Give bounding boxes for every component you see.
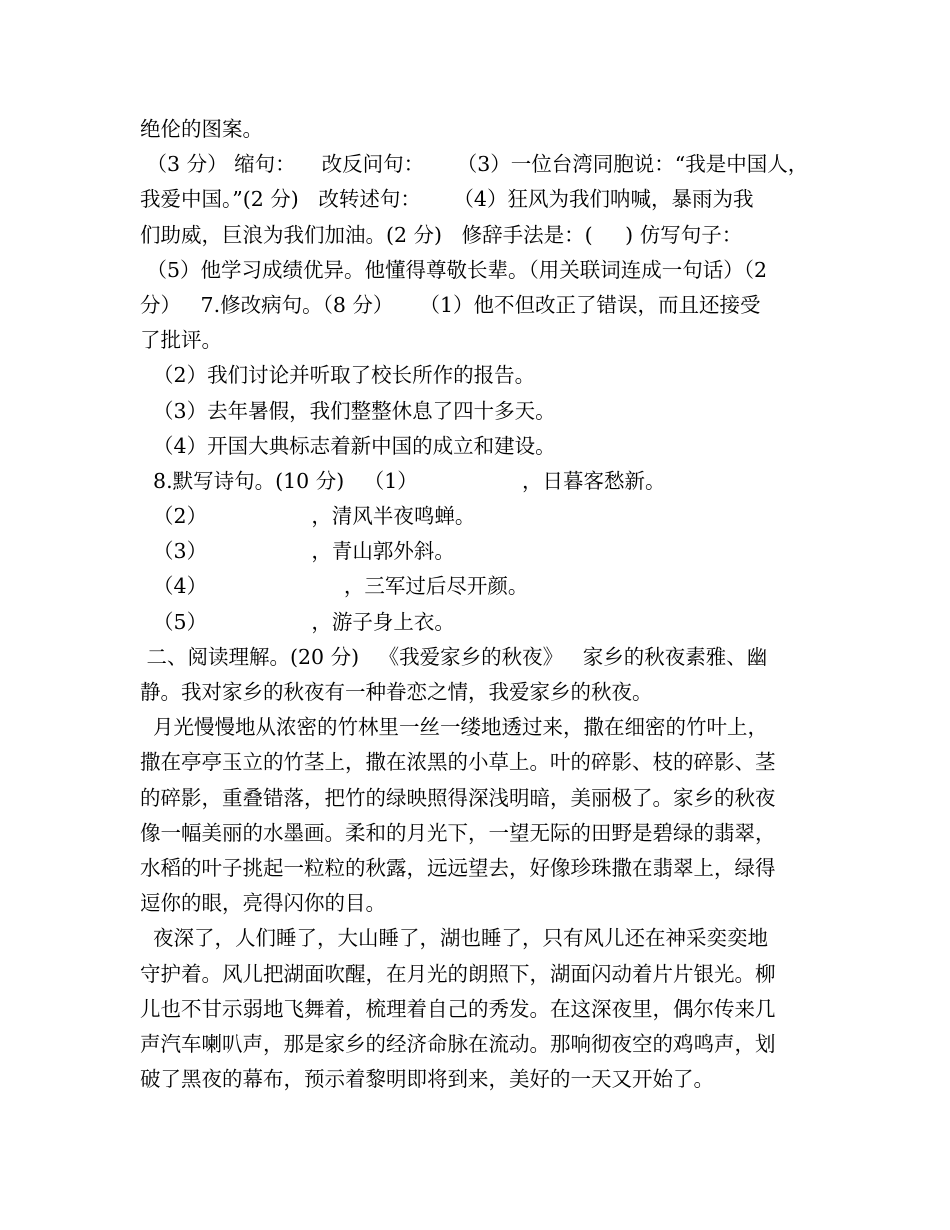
text-line: 水稻的叶子挑起一粒粒的秋露，远远望去，好像珍珠撒在翡翠上，绿得: [140, 855, 776, 880]
text-line: 静。我对家乡的秋夜有一种眷恋之情，我爱家乡的秋夜。: [140, 680, 653, 704]
text-line: 的碎影，重叠错落，把竹的绿映照得深浅明暗，美丽极了。家乡的秋夜: [140, 785, 776, 810]
text-line: 分） 7.修改病句。（8 分） （1）他不但改正了错误，而且还接受: [140, 292, 761, 317]
text-line: 二、阅读理解。(20 分) 《我爱家乡的秋夜》 家乡的秋夜素雅、幽: [140, 644, 768, 669]
text-line: （5） ，游子身上衣。: [140, 609, 455, 634]
text-line: 我爱中国。”(2 分) 改转述句： （4）狂风为我们呐喊，暴雨为我: [140, 187, 754, 212]
text-line: （2）我们讨论并听取了校长所作的报告。: [140, 363, 536, 388]
text-line: 声汽车喇叭声，那是家乡的经济命脉在流动。那响彻夜空的鸡鸣声，划: [140, 1031, 776, 1056]
text-line: （3）去年暑假，我们整整休息了四十多天。: [140, 398, 556, 423]
text-line: 逗你的眼，亮得闪你的目。: [140, 891, 386, 916]
text-line: 了批评。: [140, 328, 222, 353]
text-line: 绝伦的图案。: [140, 117, 263, 141]
text-line: （5）他学习成绩优异。他懂得尊敬长辈。（用关联词连成一句话）（2: [140, 257, 768, 282]
text-line: （4）开国大典标志着新中国的成立和建设。: [140, 433, 556, 458]
text-line: 撒在亭亭玉立的竹茎上，撒在浓黑的小草上。叶的碎影、枝的碎影、茎: [140, 750, 776, 775]
text-line: （3 分） 缩句： 改反问句： （3）一位台湾同胞说：“我是中国人，: [140, 152, 809, 177]
text-line: （3） ，青山郭外斜。: [140, 539, 455, 564]
text-line: 8.默写诗句。(10 分) （1） ，日暮客愁新。: [140, 468, 666, 493]
document-page: [140, 112, 812, 1097]
text-line: （4） ，三军过后尽开颜。: [140, 574, 529, 599]
text-line: 守护着。风儿把湖面吹醒，在月光的朗照下，湖面闪动着片片银光。柳: [140, 961, 776, 986]
text-line: 月光慢慢地从浓密的竹林里一丝一缕地透过来，撒在细密的竹叶上，: [140, 715, 769, 740]
text-line: 像一幅美丽的水墨画。柔和的月光下，一望无际的田野是碧绿的翡翠，: [140, 820, 776, 845]
text-line: （2） ，清风半夜鸣蝉。: [140, 504, 476, 529]
text-line: 夜深了，人们睡了，大山睡了，湖也睡了，只有风儿还在神采奕奕地: [140, 926, 769, 951]
text-line: 们助威，巨浪为我们加油。(2 分) 修辞手法是：( ) 仿写句子：: [140, 222, 743, 247]
text-line: 破了黑夜的幕布，预示着黎明即将到来，美好的一天又开始了。: [140, 1067, 714, 1092]
text-line: 儿也不甘示弱地飞舞着，梳理着自己的秀发。在这深夜里，偶尔传来几: [140, 996, 776, 1021]
